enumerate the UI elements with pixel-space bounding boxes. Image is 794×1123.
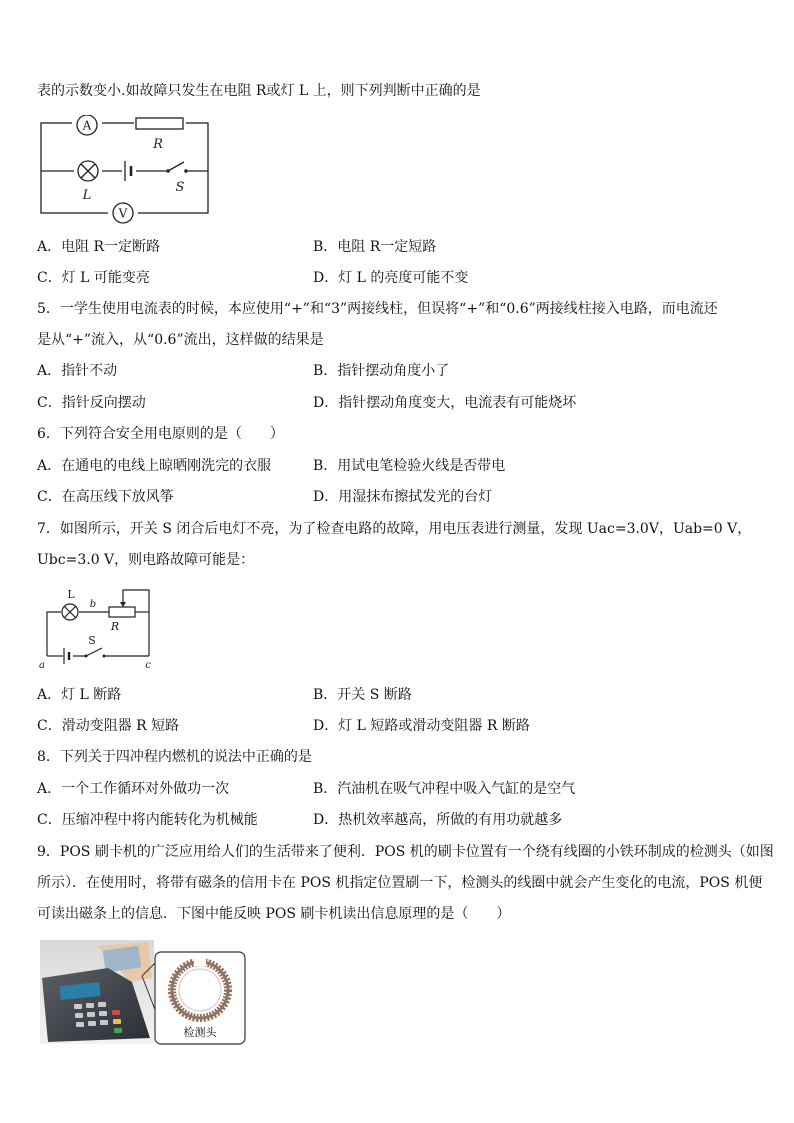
lamp-symbol [62,604,78,620]
q7-option-d: D．灯 L 短路或滑动变阻器 R 断路 [313,718,530,734]
lamp-label: L [67,588,75,601]
q7-stem-line2: Ubc=3.0 V，则电路故障可能是： [37,552,255,568]
q6-stem: 6．下列符合安全用电原则的是（ ） [37,426,284,442]
q9-pos-figure [38,938,250,1048]
q6-option-a: A．在通电的电线上晾晒刚洗完的衣服 [37,458,272,474]
battery-symbol [64,648,69,664]
q6-option-b: B．用试电笔检验火线是否带电 [313,458,506,474]
q4-option-c: C．灯 L 可能变亮 [37,270,150,286]
q9-stem-line1: 9．POS 刷卡机的广泛应用给人们的生活带来了便利．POS 机的刷卡位置有一个绕有线圈的小铁环制成的检测头（如图 [37,844,774,860]
q5-option-d: D．指针摆动角度变大，电流表有可能烧坏 [313,395,577,411]
q8-option-d: D．热机效率越高，所做的有用功就越多 [313,812,563,828]
q4-option-d: D．灯 L 的亮度可能不变 [313,270,469,286]
q8-option-a: A．一个工作循环对外做功一次 [37,781,230,797]
q9-stem-line2: 所示）．在使用时，将带有磁条的信用卡在 POS 机指定位置刷一下，检测头的线圈中就会产生变化的电流，POS 机便 [37,875,763,891]
resistor-symbol [136,118,183,129]
q7-option-b: B．开关 S 断路 [313,687,412,703]
q5-option-b: B．指针摆动角度小了 [313,363,450,379]
voltmeter-symbol [113,203,133,223]
q9-stem-line3: 可读出磁条上的信息．下图中能反映 POS 刷卡机读出信息原理的是（ ） [37,906,511,922]
switch-label: S [175,180,185,195]
q7-option-c: C．滑动变阻器 R 短路 [37,718,180,734]
point-c-label: c [145,660,151,670]
q5-option-c: C．指针反向摆动 [37,395,146,411]
q7-stem-line1: 7．如图所示，开关 S 闭合后电灯不亮，为了检查电路的故障，用电压表进行测量，发现 Uac=3.0V，Uab=0 V， [37,521,752,537]
q4-option-a: A．电阻 R一定断路 [37,239,161,255]
q4-option-b: B．电阻 R一定短路 [313,239,437,255]
ammeter-label: A [82,118,92,133]
q7-option-a: A．灯 L 断路 [37,687,122,703]
q4-stem: 表的示数变小.如故障只发生在电阻 R或灯 L 上，则下列判断中正确的是 [37,83,481,99]
detector-caption: 检测头 [183,1026,217,1039]
point-b-label: b [89,599,97,610]
rheostat-label: R [110,620,120,633]
switch-symbol [85,648,106,658]
q8-stem: 8．下列关于四冲程内燃机的说法中正确的是 [37,749,312,765]
q4-circuit-diagram [38,115,213,227]
lamp-label: L [82,188,92,203]
q6-option-c: C．在高压线下放风筝 [37,489,174,505]
q8-option-b: B．汽油机在吸气冲程中吸入气缸的是空气 [313,781,576,797]
lamp-symbol [78,161,98,181]
q5-stem-line2: 是从“+”流入，从“0.6”流出，这样做的结果是 [37,332,324,348]
q7-circuit-diagram [35,584,160,670]
q8-option-c: C．压缩冲程中将内能转化为机械能 [37,812,258,828]
point-a-label: a [39,660,45,670]
q6-option-d: D．用湿抹布擦拭发光的台灯 [313,489,493,505]
q5-stem-line1: 5．一学生使用电流表的时候，本应使用“+”和“3”两接线柱，但误将“+”和“0.6”两接线柱接入电路，而电流还 [37,301,718,317]
rheostat-symbol [109,598,135,617]
q5-option-a: A．指针不动 [37,363,118,379]
ammeter-symbol [77,115,97,135]
resistor-label: R [153,137,163,152]
switch-label: S [88,634,96,647]
voltmeter-label: V [118,206,128,221]
